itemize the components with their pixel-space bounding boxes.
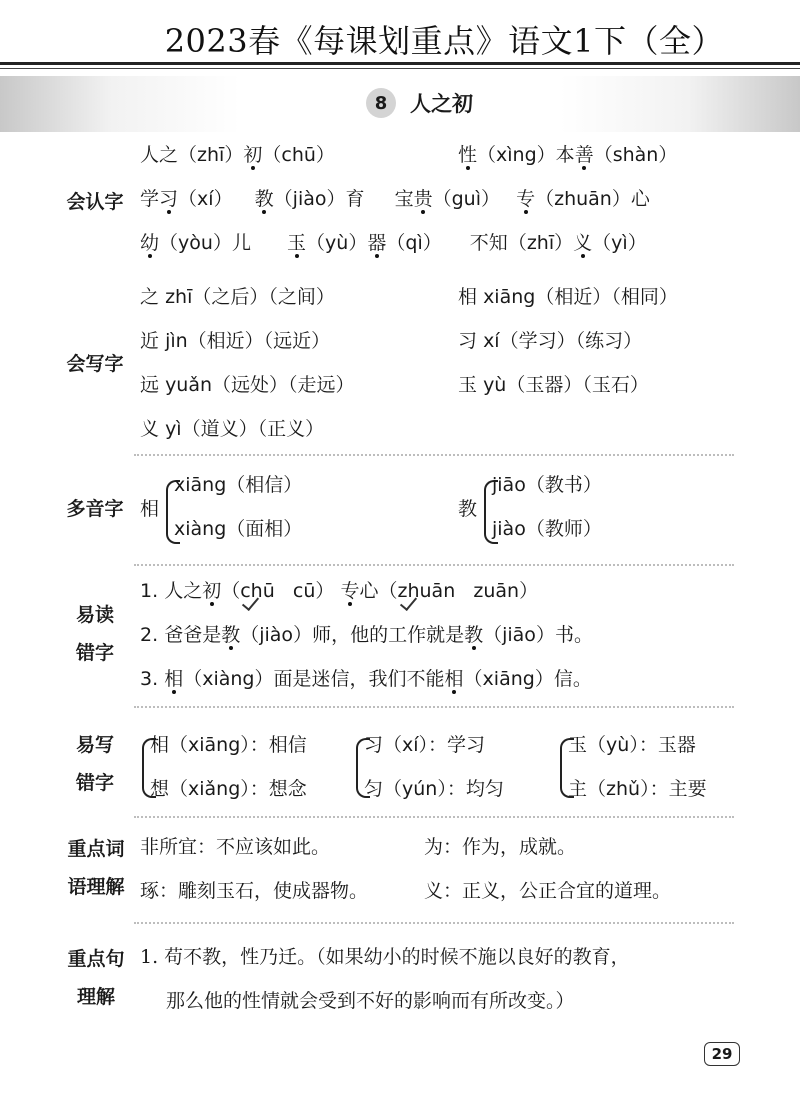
polyphone-right-row-1: jiāo（教书） xyxy=(492,474,602,496)
label-miswrite-1: 易写 xyxy=(75,734,114,756)
misread-line-3: 3. 相（xiàng）面是迷信，我们不能相（xiāng）信。 xyxy=(140,668,592,690)
miswrite-group-2-row-1: 习（xí）：学习 xyxy=(364,734,486,756)
recognize-row-1-col-1: 人之（zhī）初（chū） xyxy=(140,144,335,166)
write-row-4-col-1: 义 yì（道义）（正义） xyxy=(140,418,325,440)
tick-icon: chū xyxy=(240,576,275,606)
write-row-1-col-2: 相 xiāng（相近）（相同） xyxy=(458,286,678,308)
section-divider xyxy=(134,922,734,924)
write-row-3-col-1: 远 yuǎn（远处）（走远） xyxy=(140,374,355,396)
label-polyphone: 多音字 xyxy=(66,498,124,520)
label-write: 会写字 xyxy=(66,353,124,375)
misread-line-1: 1. 人之初（chū cū） 专心（zhuān zuān） xyxy=(140,576,538,606)
label-misread-2: 错字 xyxy=(75,642,114,664)
lesson-heading xyxy=(366,88,473,118)
write-row-3-col-2: 玉 yù（玉器）（玉石） xyxy=(458,374,649,396)
words-line-2b: 义：正义，公正合宜的道理。 xyxy=(424,880,672,902)
recognize-row-3: 幼（yòu）儿 玉（yù）器（qì） 不知（zhī）义（yì） xyxy=(140,232,647,254)
polyphone-right-row-2: jiào（教师） xyxy=(492,518,602,540)
section-divider xyxy=(134,454,734,456)
words-line-1a: 非所宜：不应该如此。 xyxy=(140,836,331,858)
polyphone-left-row-2: xiàng（面相） xyxy=(174,518,303,540)
words-line-2a: 琢：雕刻玉石，使成器物。 xyxy=(140,880,369,902)
write-row-1-col-1: 之 zhī（之后）（之间） xyxy=(140,286,335,308)
label-misread-1: 易读 xyxy=(75,604,114,626)
label-sentences-2: 理解 xyxy=(76,986,115,1008)
book-title: 2023春《每课划重点》语文1下（全） xyxy=(164,22,724,60)
page-number: 29 xyxy=(704,1042,740,1066)
lesson-title: 人之初 xyxy=(410,92,473,116)
miswrite-group-3-row-2: 主（zhǔ）：主要 xyxy=(568,778,707,800)
header-rule-thin xyxy=(0,68,800,69)
polyphone-right-char: 教 xyxy=(458,498,478,520)
section-divider xyxy=(134,564,734,566)
label-miswrite-2: 错字 xyxy=(75,772,114,794)
label-sentences-1: 重点句 xyxy=(67,948,125,970)
label-recognize: 会认字 xyxy=(66,191,124,213)
section-divider xyxy=(134,816,734,818)
write-row-2-col-2: 习 xí（学习）（练习） xyxy=(458,330,643,352)
header-rule xyxy=(0,62,800,65)
miswrite-group-2-row-2: 匀（yún）：均匀 xyxy=(364,778,504,800)
lesson-number: 8 xyxy=(366,88,396,118)
tick-icon: zhuān xyxy=(398,576,456,606)
sentences-line-2: 那么他的性情就会受到不好的影响而有所改变。） xyxy=(166,990,575,1012)
miswrite-group-1-row-2: 想（xiǎng）：想念 xyxy=(150,778,307,800)
recognize-row-2: 学习（xí） 教（jiào）育 宝贵（guì） 专（zhuān）心 xyxy=(140,188,650,210)
polyphone-left-row-1: xiāng（相信） xyxy=(174,474,303,496)
recognize-row-1-col-2: 性（xìng）本善（shàn） xyxy=(458,144,678,166)
label-words-2: 语理解 xyxy=(67,876,125,898)
write-row-2-col-1: 近 jìn（相近）（远近） xyxy=(140,330,331,352)
polyphone-left-char: 相 xyxy=(140,498,160,520)
miswrite-group-3-row-1: 玉（yù）：玉器 xyxy=(568,734,696,756)
sentences-line-1: 1. 苟不教，性乃迁。（如果幼小的时候不施以良好的教育， xyxy=(140,946,630,968)
words-line-1b: 为：作为，成就。 xyxy=(424,836,577,858)
section-divider xyxy=(134,706,734,708)
miswrite-group-1-row-1: 相（xiāng）：相信 xyxy=(150,734,307,756)
label-words-1: 重点词 xyxy=(67,838,125,860)
misread-line-2: 2. 爸爸是教（jiào）师，他的工作就是教（jiāo）书。 xyxy=(140,624,593,646)
